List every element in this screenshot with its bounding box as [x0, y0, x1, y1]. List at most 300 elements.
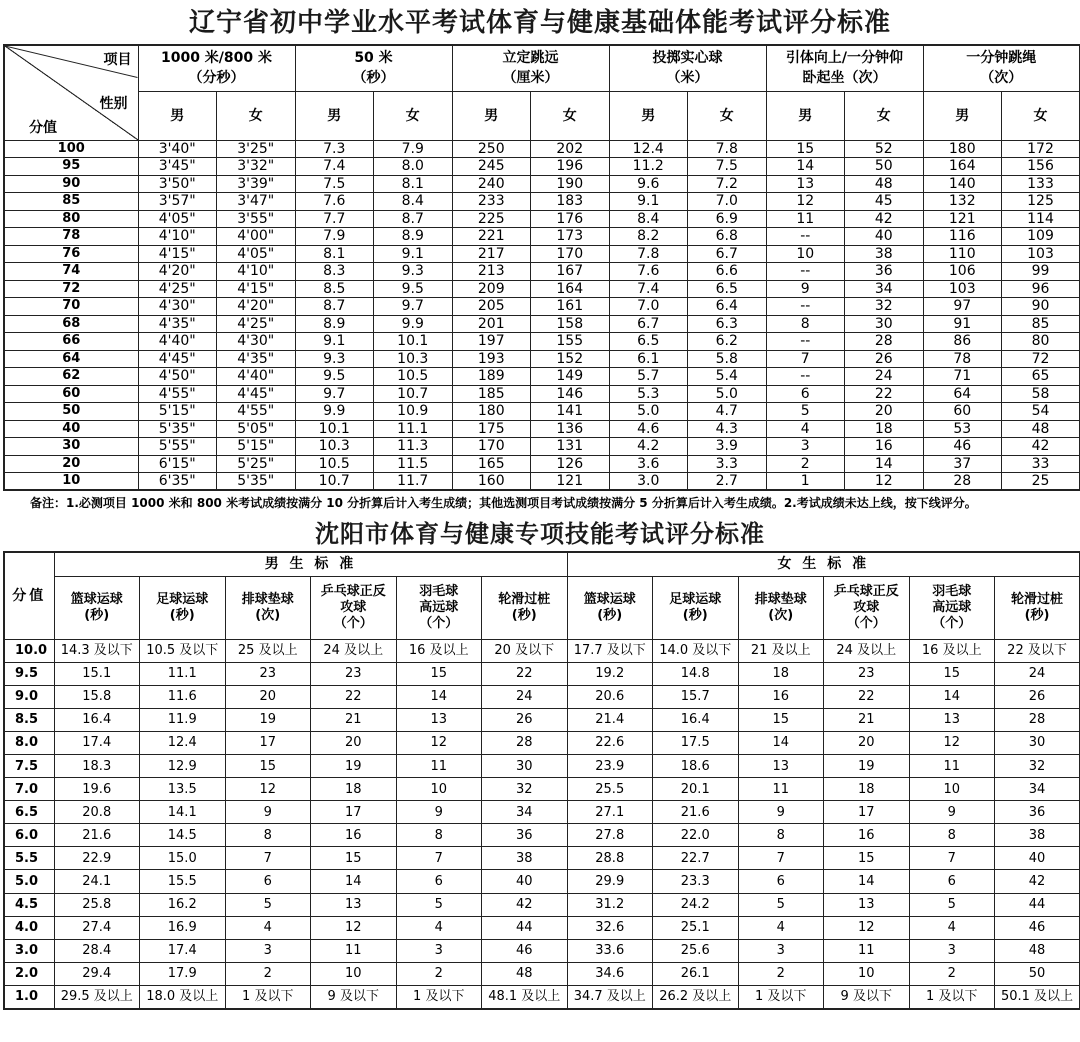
table-cell: 20: [845, 403, 924, 421]
score-cell: 8.5: [4, 708, 54, 731]
table-cell: 12: [766, 193, 845, 211]
table-cell: 19.6: [54, 778, 140, 801]
column-header-long-jump: 立定跳远 （厘米）: [452, 45, 609, 91]
table-cell: 5: [738, 893, 824, 916]
score-cell: 68: [4, 315, 138, 333]
table-cell: 5: [766, 403, 845, 421]
table-cell: 72: [1002, 350, 1080, 368]
table-cell: 36: [845, 263, 924, 281]
male-header: 男: [766, 91, 845, 140]
table-cell: 4'05": [138, 210, 217, 228]
table-cell: 11.7: [374, 473, 453, 491]
table-cell: 7.9: [374, 140, 453, 158]
table-cell: 4'25": [217, 315, 296, 333]
table-cell: 4: [225, 916, 311, 939]
table-cell: 31.2: [567, 893, 653, 916]
table-cell: 152: [531, 350, 610, 368]
table-cell: 6.2: [688, 333, 767, 351]
table-cell: 18: [311, 778, 397, 801]
table-cell: 8.0: [374, 158, 453, 176]
table-cell: 14.3 及以下: [54, 639, 140, 662]
table-cell: 22: [824, 685, 910, 708]
table-cell: 16.9: [140, 916, 226, 939]
table-cell: 22.0: [653, 824, 739, 847]
table-cell: 26: [482, 708, 568, 731]
table-cell: 24.1: [54, 870, 140, 893]
table-cell: 185: [452, 385, 531, 403]
table-cell: 5.7: [609, 368, 688, 386]
table-cell: 14: [766, 158, 845, 176]
male-header: 男: [609, 91, 688, 140]
table-row: [4, 847, 1080, 870]
table-row: [4, 403, 1080, 421]
table-cell: 15.0: [140, 847, 226, 870]
score-cell: 9.5: [4, 662, 54, 685]
table-cell: 7: [396, 847, 482, 870]
table-cell: 103: [923, 280, 1002, 298]
score-cell: 1.0: [4, 985, 54, 1008]
table-cell: 10.3: [295, 438, 374, 456]
table-cell: 14: [396, 685, 482, 708]
table-cell: 6: [396, 870, 482, 893]
table-cell: 11.6: [140, 685, 226, 708]
table-cell: 16.4: [653, 708, 739, 731]
table-cell: 25.5: [567, 778, 653, 801]
table-cell: 30: [482, 754, 568, 777]
table-cell: 25.6: [653, 939, 739, 962]
table-cell: 4.3: [688, 420, 767, 438]
skills-score-table: [3, 551, 1080, 1010]
table-cell: 131: [531, 438, 610, 456]
table-cell: 8.9: [374, 228, 453, 246]
table-cell: 24 及以上: [311, 639, 397, 662]
table-cell: 16: [845, 438, 924, 456]
table-row: [4, 962, 1080, 985]
table-cell: 34.7 及以上: [567, 985, 653, 1008]
table-cell: 12: [311, 916, 397, 939]
male-column-header: 篮球运球 (秒): [54, 576, 140, 639]
table-cell: 15: [738, 708, 824, 731]
table-cell: 6: [766, 385, 845, 403]
female-header: 女: [688, 91, 767, 140]
table-cell: 4: [396, 916, 482, 939]
table-cell: 9.6: [609, 175, 688, 193]
table-cell: 14: [311, 870, 397, 893]
score-cell: 6.5: [4, 801, 54, 824]
score-cell: 76: [4, 245, 138, 263]
table-cell: 106: [923, 263, 1002, 281]
table-cell: 6.5: [688, 280, 767, 298]
table-cell: 1 及以下: [396, 985, 482, 1008]
table-cell: 7.5: [295, 175, 374, 193]
table-cell: 175: [452, 420, 531, 438]
table-cell: 121: [531, 473, 610, 491]
table-cell: 9.5: [374, 280, 453, 298]
table-cell: 6.5: [609, 333, 688, 351]
table-cell: 3'40": [138, 140, 217, 158]
table-cell: 7.2: [688, 175, 767, 193]
table-cell: 17.4: [140, 939, 226, 962]
table-cell: 99: [1002, 263, 1080, 281]
table-cell: 25: [1002, 473, 1080, 491]
table-cell: 158: [531, 315, 610, 333]
table-cell: 2.7: [688, 473, 767, 491]
table-cell: 11.1: [140, 662, 226, 685]
score-cell: 100: [4, 140, 138, 158]
table-cell: 16 及以上: [396, 639, 482, 662]
table-cell: 8.7: [374, 210, 453, 228]
table-cell: 3'25": [217, 140, 296, 158]
table-cell: 9.7: [295, 385, 374, 403]
table-cell: 170: [531, 245, 610, 263]
table-cell: 15: [766, 140, 845, 158]
table-cell: 25.8: [54, 893, 140, 916]
table-cell: 6'35": [138, 473, 217, 491]
table-cell: 209: [452, 280, 531, 298]
table-cell: 4'40": [138, 333, 217, 351]
column-header-medicine-ball: 投掷实心球 （米）: [609, 45, 766, 91]
table-cell: 18.0 及以上: [140, 985, 226, 1008]
table-cell: 2: [909, 962, 995, 985]
table-cell: 3.0: [609, 473, 688, 491]
table-cell: 7: [225, 847, 311, 870]
table-note: 备注：1.必测项目 1000 米和 800 米考试成绩按满分 10 分折算后计入考生成绩；其他选测项目考试成绩按满分 5 分折算后计入考生成绩。2.考试成绩未达上线，按下线评分。: [30, 496, 977, 510]
table-cell: 28.4: [54, 939, 140, 962]
table-row: [4, 639, 1080, 662]
table-cell: 5'35": [138, 420, 217, 438]
table-row: [4, 263, 1080, 281]
table-cell: 5: [225, 893, 311, 916]
table-row: [4, 228, 1080, 246]
table-cell: 7.4: [609, 280, 688, 298]
table-cell: 4: [909, 916, 995, 939]
table-cell: 245: [452, 158, 531, 176]
table-cell: 19.2: [567, 662, 653, 685]
table-cell: 9 及以下: [311, 985, 397, 1008]
score-cell: 4.0: [4, 916, 54, 939]
table-cell: 20.1: [653, 778, 739, 801]
table-cell: 12: [225, 778, 311, 801]
table-row: [4, 801, 1080, 824]
table-cell: 4: [766, 420, 845, 438]
table-cell: 28: [482, 731, 568, 754]
score-cell: 6.0: [4, 824, 54, 847]
table-row: [4, 158, 1080, 176]
female-column-header: 排球垫球 (次): [738, 576, 824, 639]
score-cell: 40: [4, 420, 138, 438]
table-cell: 29.5 及以上: [54, 985, 140, 1008]
table-cell: 7: [909, 847, 995, 870]
table-cell: 13: [766, 175, 845, 193]
table-cell: 54: [1002, 403, 1080, 421]
female-column-header: 轮滑过桩 (秒): [995, 576, 1080, 639]
table-cell: 10.1: [374, 333, 453, 351]
table-cell: 4'10": [217, 263, 296, 281]
table-cell: 15: [909, 662, 995, 685]
table-cell: 26: [845, 350, 924, 368]
table-cell: 24: [482, 685, 568, 708]
table-cell: 164: [531, 280, 610, 298]
table-cell: 11.3: [374, 438, 453, 456]
table-cell: 3.6: [609, 455, 688, 473]
female-header: 女: [531, 91, 610, 140]
table-cell: 14.8: [653, 662, 739, 685]
table-cell: 42: [482, 893, 568, 916]
table-cell: 3: [225, 939, 311, 962]
page-title-physical-fitness: 辽宁省初中学业水平考试体育与健康基础体能考试评分标准: [188, 8, 891, 38]
table-cell: 12.4: [609, 140, 688, 158]
table-cell: 4'30": [138, 298, 217, 316]
table-cell: 4'00": [217, 228, 296, 246]
table-cell: 173: [531, 228, 610, 246]
score-header: 分值: [4, 552, 54, 639]
table-cell: 11: [738, 778, 824, 801]
table-cell: 48: [995, 939, 1080, 962]
table-cell: 126: [531, 455, 610, 473]
table-cell: 1 及以下: [225, 985, 311, 1008]
table-row: [4, 385, 1080, 403]
table-cell: 165: [452, 455, 531, 473]
table-cell: 16.2: [140, 893, 226, 916]
table-cell: 13: [396, 708, 482, 731]
table-cell: --: [766, 228, 845, 246]
table-row: [4, 245, 1080, 263]
table-cell: 1 及以下: [909, 985, 995, 1008]
column-header-pullup-situp: 引体向上/一分钟仰 卧起坐（次）: [766, 45, 923, 91]
table-cell: 12: [909, 731, 995, 754]
table-cell: 14.0 及以下: [653, 639, 739, 662]
table-cell: 22.9: [54, 847, 140, 870]
table-cell: 10.7: [374, 385, 453, 403]
table-cell: 45: [845, 193, 924, 211]
table-cell: 4.7: [688, 403, 767, 421]
table-cell: 11.9: [140, 708, 226, 731]
table-cell: 8: [396, 824, 482, 847]
table-cell: 22.7: [653, 847, 739, 870]
table-row: [4, 893, 1080, 916]
table-cell: 125: [1002, 193, 1080, 211]
table-cell: 4'30": [217, 333, 296, 351]
table-cell: 11: [396, 754, 482, 777]
table-cell: 18: [845, 420, 924, 438]
table-cell: 5'05": [217, 420, 296, 438]
score-cell: 80: [4, 210, 138, 228]
table-cell: 140: [923, 175, 1002, 193]
table-cell: 7: [766, 350, 845, 368]
table-cell: 5'15": [217, 438, 296, 456]
table-row: [4, 350, 1080, 368]
table-cell: 26.1: [653, 962, 739, 985]
table-cell: 46: [923, 438, 1002, 456]
score-cell: 20: [4, 455, 138, 473]
table-cell: 16: [738, 685, 824, 708]
table-cell: 8: [909, 824, 995, 847]
table-cell: 38: [482, 847, 568, 870]
table-cell: 196: [531, 158, 610, 176]
table-cell: 9.7: [374, 298, 453, 316]
table-cell: 197: [452, 333, 531, 351]
table-cell: 6.7: [609, 315, 688, 333]
table-cell: 15: [396, 662, 482, 685]
table-cell: 5'25": [217, 455, 296, 473]
table-cell: 9: [225, 801, 311, 824]
table-cell: 4: [738, 916, 824, 939]
table-cell: 44: [482, 916, 568, 939]
male-column-header: 足球运球 (秒): [140, 576, 226, 639]
table-cell: 46: [482, 939, 568, 962]
table-cell: 32: [482, 778, 568, 801]
table-cell: 20: [311, 731, 397, 754]
table-cell: 8: [766, 315, 845, 333]
table-cell: 28: [923, 473, 1002, 491]
table-cell: 40: [482, 870, 568, 893]
table-cell: 205: [452, 298, 531, 316]
table-cell: 36: [995, 801, 1080, 824]
table-cell: 8.5: [295, 280, 374, 298]
table-cell: 136: [531, 420, 610, 438]
table-cell: 4.2: [609, 438, 688, 456]
table-cell: 18.6: [653, 754, 739, 777]
table-cell: 97: [923, 298, 1002, 316]
table-cell: 53: [923, 420, 1002, 438]
table-row: [4, 140, 1080, 158]
table-row: [4, 939, 1080, 962]
score-cell: 8.0: [4, 731, 54, 754]
table-cell: 3'32": [217, 158, 296, 176]
table-cell: 3'39": [217, 175, 296, 193]
table-cell: 19: [311, 754, 397, 777]
table-cell: 15.7: [653, 685, 739, 708]
table-cell: 8: [225, 824, 311, 847]
table-cell: 10: [396, 778, 482, 801]
table-cell: 110: [923, 245, 1002, 263]
table-cell: 250: [452, 140, 531, 158]
male-column-header: 排球垫球 (次): [225, 576, 311, 639]
table-cell: 29.9: [567, 870, 653, 893]
table-cell: 114: [1002, 210, 1080, 228]
table-row: [4, 333, 1080, 351]
table-cell: 20: [225, 685, 311, 708]
table-cell: 8.3: [295, 263, 374, 281]
table-cell: 90: [1002, 298, 1080, 316]
table-row: [4, 870, 1080, 893]
table-cell: 48: [1002, 420, 1080, 438]
score-cell: 10: [4, 473, 138, 491]
table-cell: 17.9: [140, 962, 226, 985]
table-cell: 14.1: [140, 801, 226, 824]
column-header-running: 1000 米/800 米 （分秒）: [138, 45, 295, 91]
table-cell: 5'55": [138, 438, 217, 456]
table-cell: 23: [225, 662, 311, 685]
table-cell: 167: [531, 263, 610, 281]
table-cell: 5.3: [609, 385, 688, 403]
table-cell: 213: [452, 263, 531, 281]
table-cell: 42: [845, 210, 924, 228]
table-cell: 9.1: [374, 245, 453, 263]
table-cell: 18: [824, 778, 910, 801]
male-column-header: 羽毛球 高远球 （个）: [396, 576, 482, 639]
table-cell: 155: [531, 333, 610, 351]
table-cell: 22: [482, 662, 568, 685]
table-cell: 22.6: [567, 731, 653, 754]
table-cell: 14: [845, 455, 924, 473]
table-cell: 7.9: [295, 228, 374, 246]
table-cell: 6: [738, 870, 824, 893]
table-row: [4, 731, 1080, 754]
table-cell: 8.7: [295, 298, 374, 316]
table-cell: 12: [845, 473, 924, 491]
table-cell: 193: [452, 350, 531, 368]
table-row: [4, 662, 1080, 685]
table-cell: 10: [766, 245, 845, 263]
table-cell: 221: [452, 228, 531, 246]
table-cell: 6: [909, 870, 995, 893]
table-cell: 5.0: [609, 403, 688, 421]
table-cell: 14: [738, 731, 824, 754]
table-cell: 6.4: [688, 298, 767, 316]
table-cell: 3'47": [217, 193, 296, 211]
table-cell: 17: [824, 801, 910, 824]
table-cell: 4'20": [217, 298, 296, 316]
score-cell: 7.0: [4, 778, 54, 801]
page-title-skills: 沈阳市体育与健康专项技能考试评分标准: [315, 519, 765, 548]
table-row: [4, 685, 1080, 708]
table-cell: 23: [311, 662, 397, 685]
female-header: 女: [217, 91, 296, 140]
table-cell: 42: [995, 870, 1080, 893]
table-cell: --: [766, 368, 845, 386]
table-cell: 42: [1002, 438, 1080, 456]
table-cell: 13: [311, 893, 397, 916]
male-header: 男: [923, 91, 1002, 140]
table-cell: 21: [824, 708, 910, 731]
table-cell: 6.6: [688, 263, 767, 281]
table-cell: 19: [824, 754, 910, 777]
table-cell: 14: [824, 870, 910, 893]
female-column-header: 足球运球 (秒): [653, 576, 739, 639]
table-cell: 23: [824, 662, 910, 685]
table-cell: 21.4: [567, 708, 653, 731]
table-cell: 10: [311, 962, 397, 985]
table-cell: 9: [738, 801, 824, 824]
table-cell: 176: [531, 210, 610, 228]
male-header: 男: [452, 91, 531, 140]
table-cell: 6.7: [688, 245, 767, 263]
table-cell: 91: [923, 315, 1002, 333]
table-cell: 5.4: [688, 368, 767, 386]
table-cell: 24: [995, 662, 1080, 685]
table-cell: 3: [396, 939, 482, 962]
table-cell: 14: [909, 685, 995, 708]
female-header: 女: [845, 91, 924, 140]
table-cell: 2: [225, 962, 311, 985]
table-cell: 16.4: [54, 708, 140, 731]
table-cell: 28: [995, 708, 1080, 731]
table-cell: 21.6: [54, 824, 140, 847]
table-cell: 11: [909, 754, 995, 777]
table-cell: 28.8: [567, 847, 653, 870]
table-cell: 4'05": [217, 245, 296, 263]
table-cell: 34: [845, 280, 924, 298]
table-cell: 10.5: [295, 455, 374, 473]
table-cell: 6.3: [688, 315, 767, 333]
table-cell: 4'35": [217, 350, 296, 368]
table-cell: 172: [1002, 140, 1080, 158]
table-cell: 26.2 及以上: [653, 985, 739, 1008]
female-column-header: 篮球运球 (秒): [567, 576, 653, 639]
table-cell: --: [766, 263, 845, 281]
male-column-header: 乒乓球正反 攻球 （个）: [311, 576, 397, 639]
